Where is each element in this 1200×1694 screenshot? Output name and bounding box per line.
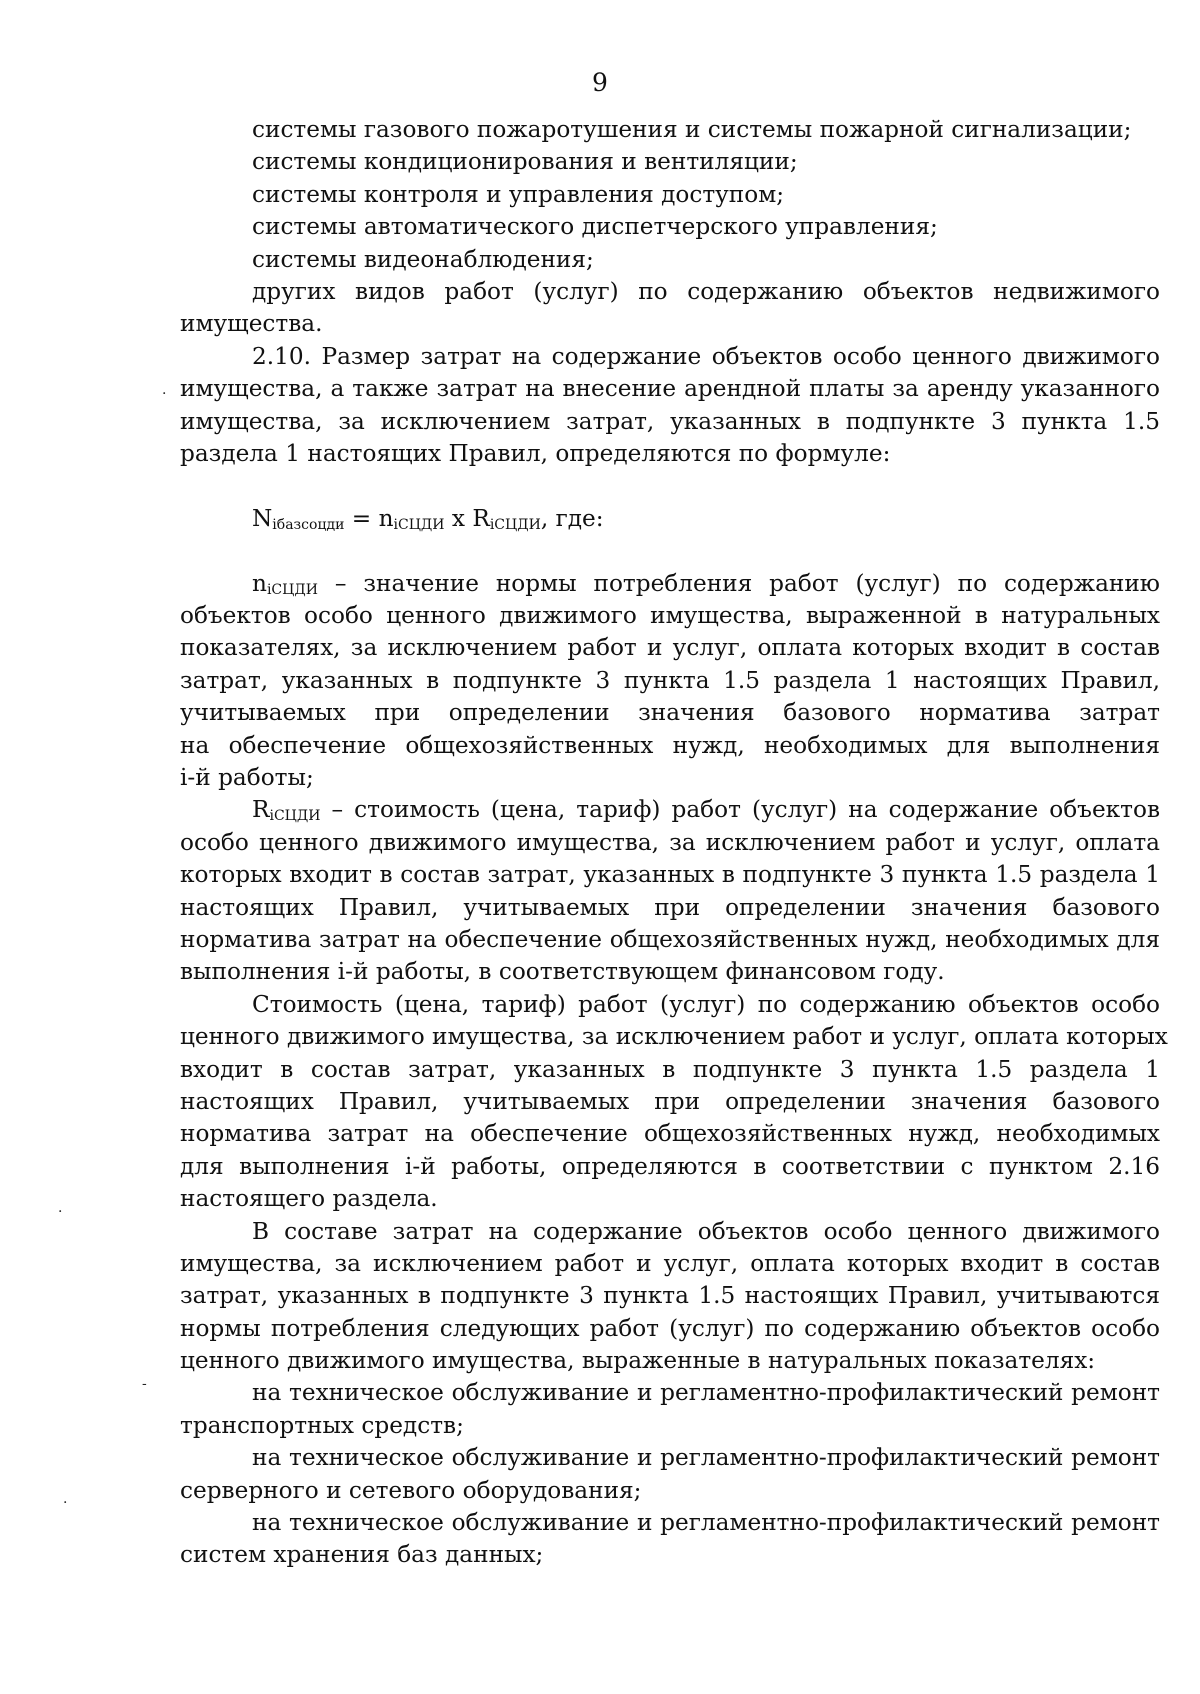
paragraph-line: имущества. [180, 310, 323, 338]
formula-tail: , где: [540, 505, 604, 533]
formula-b: R [472, 505, 490, 533]
definition-n-line: показателях, за исключением работ и услуг, оплата которых входит в состав [180, 634, 1160, 662]
definition-n-subscript: iСЦДИ [266, 581, 318, 598]
norms-paragraph-line: В составе затрат на содержание объектов особо ценного движимого [252, 1217, 1160, 1245]
cost-paragraph-line: норматива затрат на обеспечение общехозяйственных нужд, необходимых [180, 1120, 1160, 1148]
definition-n-line: на обеспечение общехозяйственных нужд, необходимых для выполнения [180, 731, 1160, 759]
definition-r-line: норматива затрат на обеспечение общехозяйственных нужд, необходимых для [180, 925, 1160, 953]
scan-dot-mark: · [58, 1204, 63, 1220]
definition-r-symbol: R [252, 796, 270, 824]
document-body [180, 114, 1168, 1572]
cost-paragraph-line: входит в состав затрат, указанных в подпункте 3 пункта 1.5 раздела 1 [180, 1055, 1160, 1083]
norms-paragraph-line: имущества, за исключением работ и услуг, оплата которых входит в состав [180, 1249, 1160, 1277]
definition-r-line: которых входит в состав затрат, указанных в подпункте 3 пункта 1.5 раздела 1 [180, 861, 1160, 889]
paragraph-line: системы кондиционирования и вентиляции; [252, 148, 798, 176]
definition-n-first-line [180, 568, 1160, 600]
section-2-10-line: имущества, за исключением затрат, указанных в подпункте 3 пункта 1.5 [180, 407, 1160, 435]
cost-paragraph-line: для выполнения i-й работы, определяются в соответствии с пунктом 2.16 [180, 1152, 1160, 1180]
cost-paragraph-line: настоящих Правил, учитываемых при определении значения базового [180, 1087, 1160, 1115]
page-number: 9 [592, 68, 608, 97]
section-2-10-line: 2.10. Размер затрат на содержание объектов особо ценного движимого [252, 342, 1160, 370]
definition-n-line: объектов особо ценного движимого имущества, выраженной в натуральных [180, 602, 1160, 630]
cost-paragraph-line: настоящего раздела. [180, 1185, 438, 1213]
definition-r-line: выполнения i-й работы, в соответствующем финансовом году. [180, 958, 945, 986]
list-item-line: на техническое обслуживание и регламентно-профилактический ремонт [252, 1444, 1160, 1472]
formula-a-subscript: iСЦДИ [393, 517, 445, 534]
scan-dot-mark: · [63, 1495, 68, 1511]
norms-paragraph-line: нормы потребления следующих работ (услуг) по содержанию объектов особо [180, 1314, 1160, 1342]
definition-n-line: затрат, указанных в подпункте 3 пункта 1.5 раздела 1 настоящих Правил, [180, 666, 1160, 694]
formula-equals: = [344, 505, 379, 533]
list-item-line: серверного и сетевого оборудования; [180, 1476, 642, 1504]
formula-b-subscript: iСЦДИ [489, 517, 541, 534]
section-2-10-line: раздела 1 настоящих Правил, определяются по формуле: [180, 439, 891, 467]
norms-paragraph-line: ценного движимого имущества, выраженные в натуральных показателях: [180, 1347, 1096, 1375]
paragraph-line: системы газового пожаротушения и системы пожарной сигнализации; [252, 116, 1132, 143]
formula-n: N [252, 505, 273, 533]
definition-r-text: – стоимость (цена, тариф) работ (услуг) на содержание объектов [320, 796, 1160, 824]
definition-r-subscript: iСЦДИ [269, 808, 321, 825]
paragraph-line: других видов работ (услуг) по содержанию объектов недвижимого [252, 277, 1160, 305]
scan-dash-mark: - [142, 1376, 147, 1392]
norms-paragraph-line: затрат, указанных в подпункте 3 пункта 1.5 настоящих Правил, учитываются [180, 1282, 1160, 1310]
paragraph-line: системы видеонаблюдения; [252, 245, 594, 273]
list-item-line: на техническое обслуживание и регламентно-профилактический ремонт [252, 1379, 1160, 1407]
definition-r-first-line [180, 794, 1160, 826]
cost-paragraph-line: Стоимость (цена, тариф) работ (услуг) по содержанию объектов особо [252, 990, 1160, 1018]
formula-a: n [378, 505, 394, 533]
cost-paragraph-line: ценного движимого имущества, за исключением работ и услуг, оплата которых [180, 1023, 1168, 1051]
cost-formula [180, 503, 1160, 535]
definition-r-line: особо ценного движимого имущества, за исключением работ и услуг, оплата [180, 828, 1160, 856]
formula-times: x [444, 505, 473, 533]
definition-n-line: i-й работы; [180, 764, 314, 792]
section-2-10-line: имущества, а также затрат на внесение арендной платы за аренду указанного [180, 375, 1160, 403]
paragraph-line: системы автоматического диспетчерского управления; [252, 213, 938, 241]
definition-n-line: учитываемых при определении значения базового норматива затрат [180, 699, 1160, 727]
definition-n-symbol: n [252, 569, 267, 597]
formula-n-subscript: iбазсоцди [272, 517, 345, 534]
list-item-line: на техническое обслуживание и регламентно-профилактический ремонт [252, 1509, 1160, 1537]
definition-n-text: – значение нормы потребления работ (услуг) по содержанию [317, 569, 1160, 597]
list-item-line: транспортных средств; [180, 1411, 464, 1439]
scan-dot-mark: · [162, 386, 167, 402]
definition-r-line: настоящих Правил, учитываемых при определении значения базового [180, 893, 1160, 921]
paragraph-line: системы контроля и управления доступом; [252, 180, 785, 208]
list-item-line: систем хранения баз данных; [180, 1541, 544, 1569]
